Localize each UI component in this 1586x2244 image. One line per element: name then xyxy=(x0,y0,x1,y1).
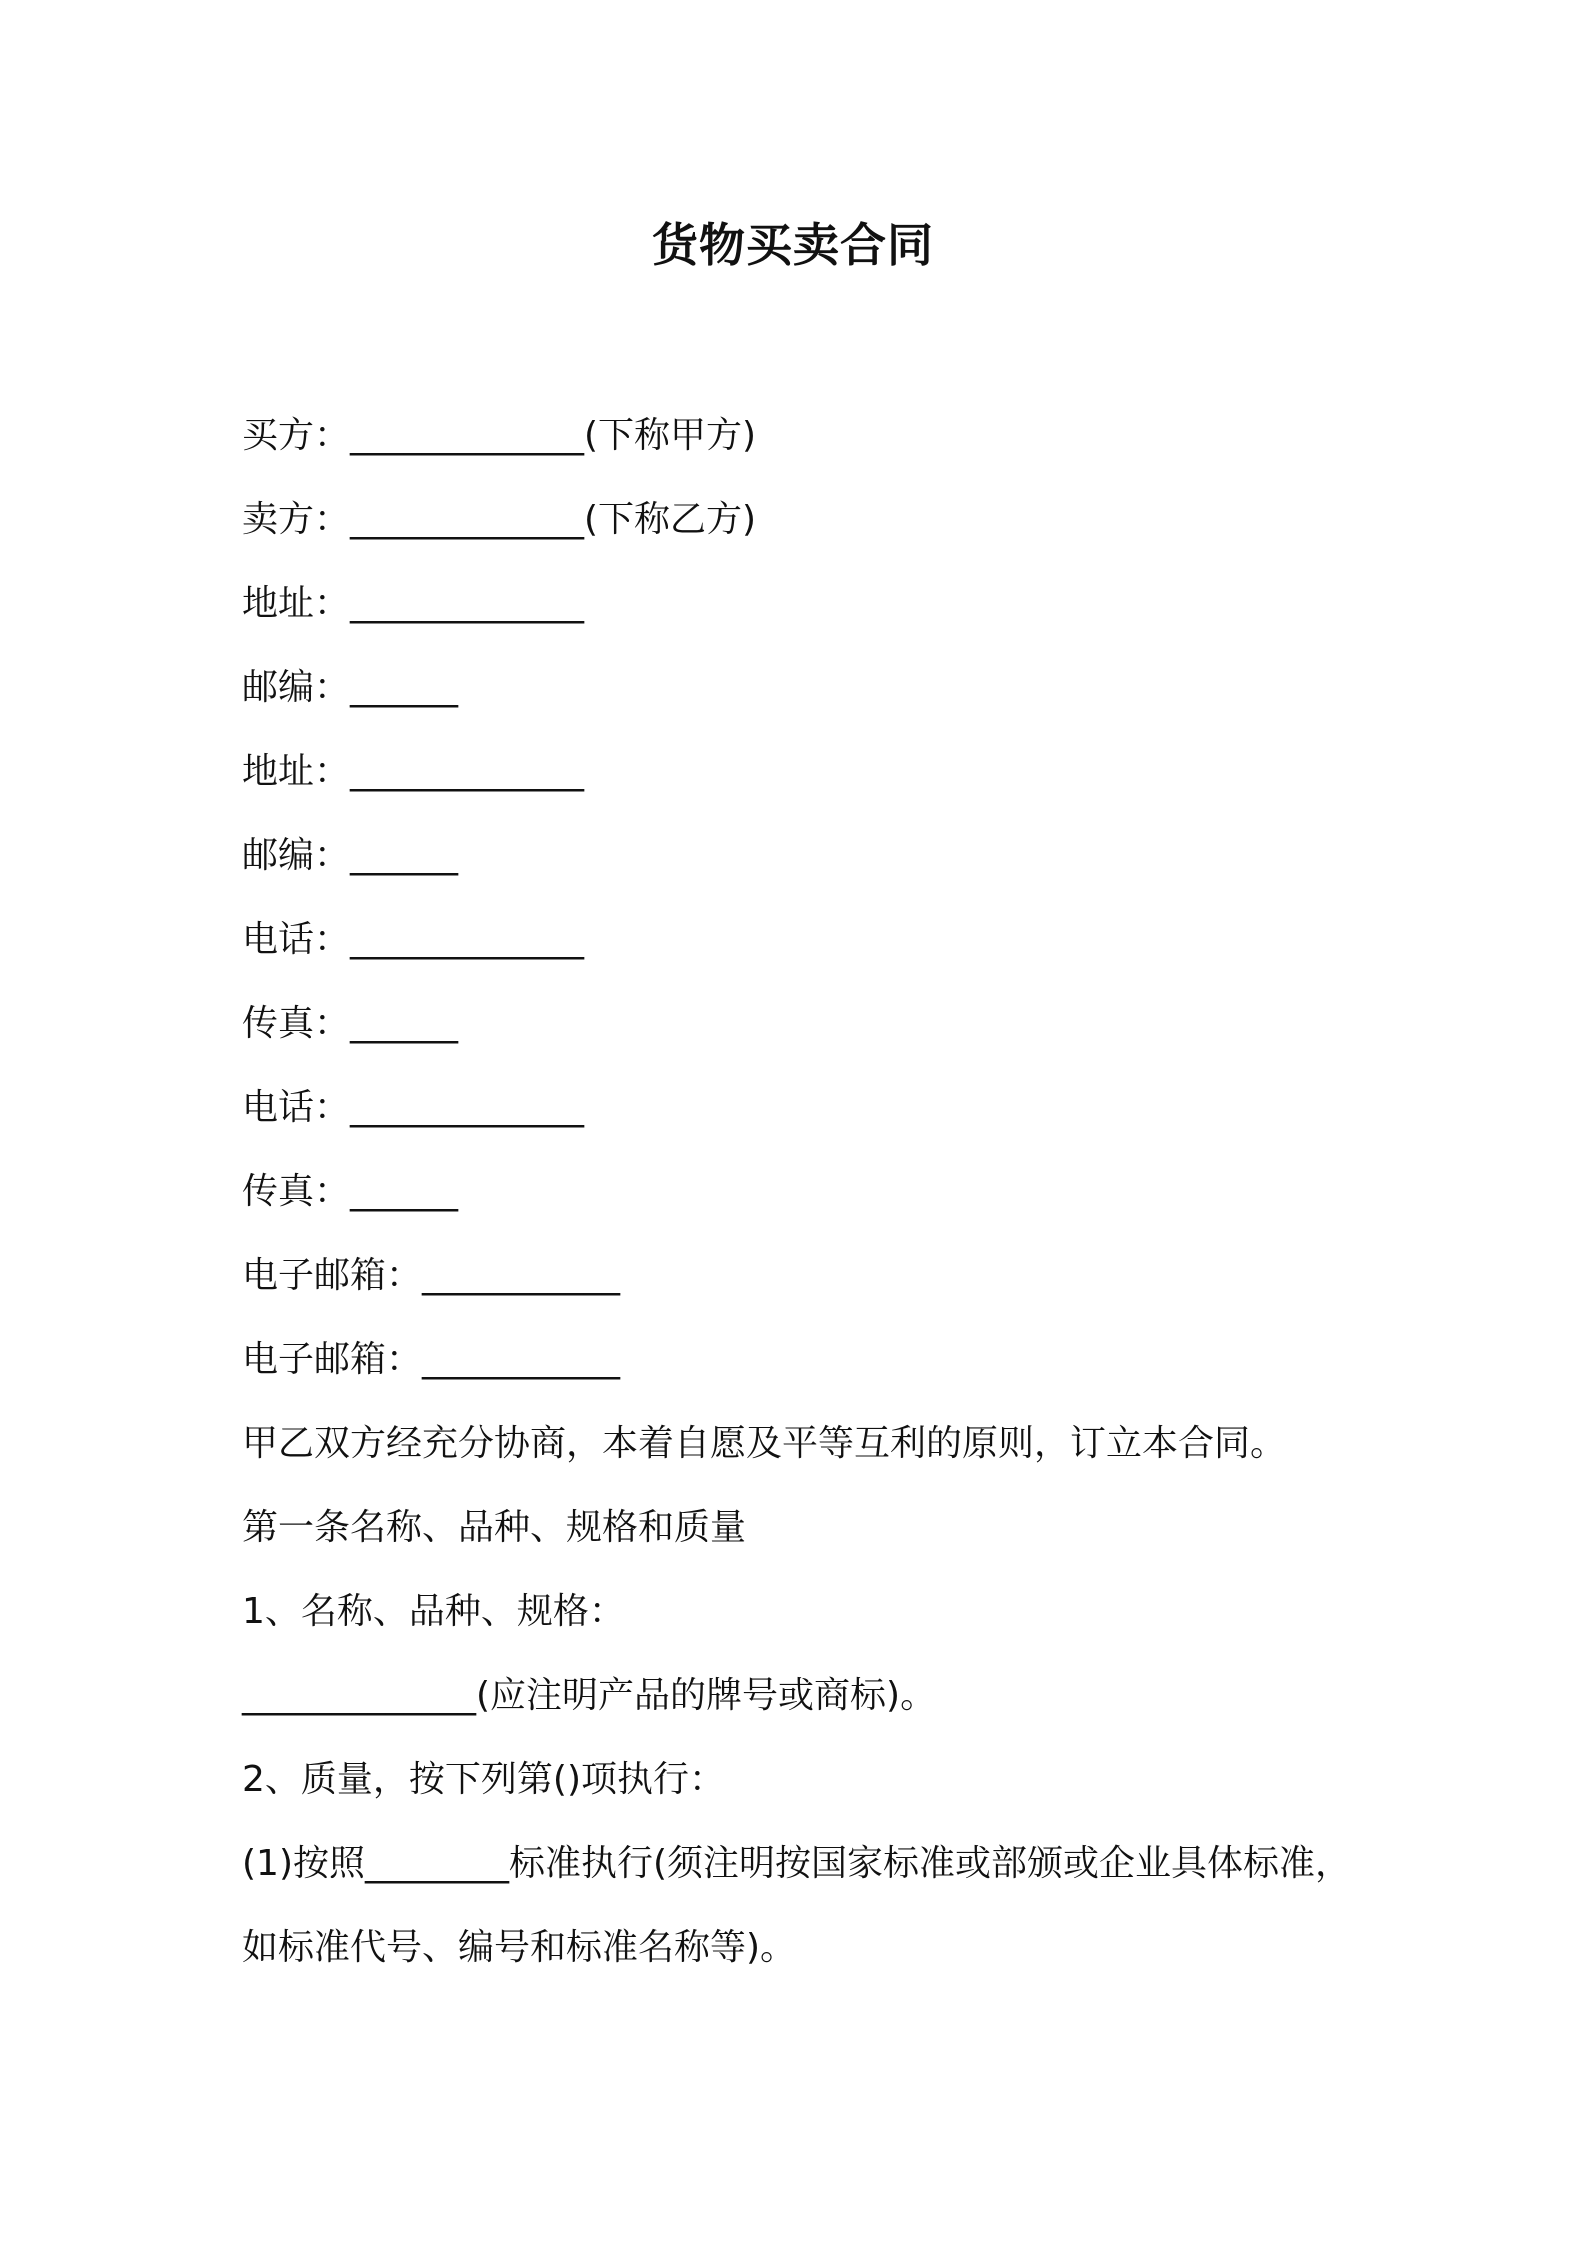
article-heading: 第一条名称、品种、规格和质量 xyxy=(242,1507,747,1548)
fax-line: 传真：______ xyxy=(242,1003,459,1044)
document-title: 货物买卖合同 xyxy=(652,218,934,272)
email-line: 电子邮箱：___________ xyxy=(242,1255,621,1296)
clause-item: 如标准代号、编号和标准名称等)。 xyxy=(242,1927,797,1968)
address-line: 地址：_____________ xyxy=(242,751,585,792)
email-line: 电子邮箱：___________ xyxy=(242,1339,621,1380)
address-line: 地址：_____________ xyxy=(242,583,585,624)
clause-item: 1、名称、品种、规格： xyxy=(242,1591,625,1632)
fax-line: 传真：______ xyxy=(242,1171,459,1212)
document-body xyxy=(242,408,1402,2004)
postcode-line: 邮编：______ xyxy=(242,835,459,876)
phone-line: 电话：_____________ xyxy=(242,919,585,960)
buyer-line: 买方：_____________(下称甲方) xyxy=(242,415,757,456)
postcode-line: 邮编：______ xyxy=(242,667,459,708)
clause-item: 2、质量，按下列第()项执行： xyxy=(242,1759,725,1800)
preamble-paragraph: 甲乙双方经充分协商，本着自愿及平等互利的原则，订立本合同。 xyxy=(242,1423,1287,1464)
clause-item: (1)按照________标准执行(须注明按国家标准或部颁或企业具体标准， xyxy=(242,1843,1352,1884)
phone-line: 电话：_____________ xyxy=(242,1087,585,1128)
clause-item: _____________(应注明产品的牌号或商标)。 xyxy=(242,1675,937,1716)
seller-line: 卖方：_____________(下称乙方) xyxy=(242,499,757,540)
